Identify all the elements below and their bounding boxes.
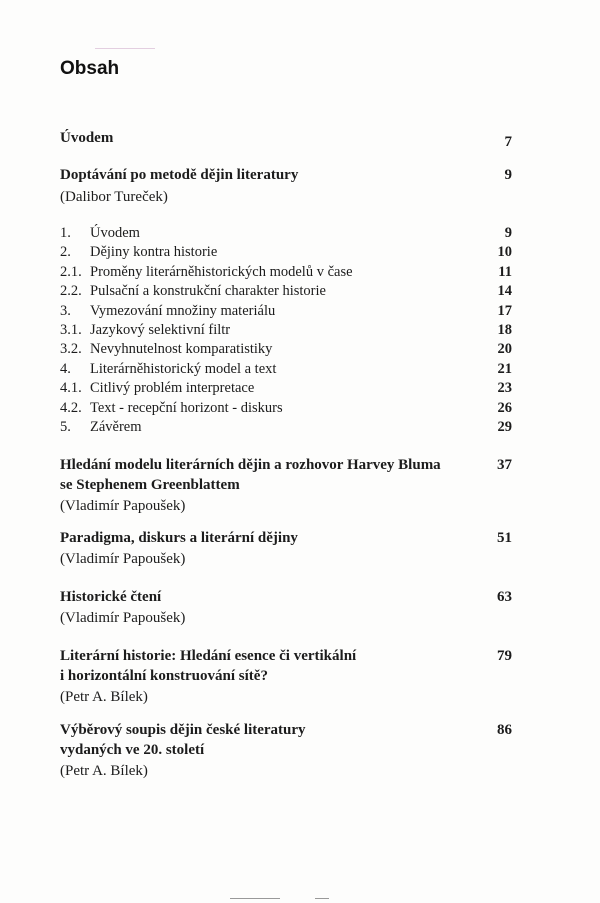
page-number: 79: [497, 648, 512, 664]
page-title: Obsah: [60, 58, 120, 79]
section-title: Jazykový selektivní filtr: [90, 322, 231, 339]
toc-entry: [60, 720, 512, 781]
entry-author: (Vladimír Papoušek): [60, 498, 186, 514]
section-row: [60, 360, 512, 379]
section-number: 3.1.: [60, 322, 82, 339]
entry-title-line: vydaných ve 20. století: [60, 742, 205, 758]
page-number: 14: [497, 283, 512, 300]
section-title: Pulsační a konstrukční charakter historie: [90, 283, 326, 300]
section-title: Proměny literárněhistorických modelů v čase: [90, 263, 353, 280]
page-number: 18: [497, 322, 512, 339]
page-number: 86: [497, 722, 512, 738]
page-number: 17: [497, 302, 512, 319]
page-number: 63: [497, 589, 512, 605]
section-row: [60, 379, 512, 398]
page-number: 11: [498, 263, 512, 280]
entry-author: (Vladimír Papoušek): [60, 551, 186, 567]
page-number: 26: [497, 399, 512, 416]
toc-entry: [60, 587, 512, 628]
section-row: [60, 243, 512, 262]
entry-author: (Petr A. Bílek): [60, 763, 148, 779]
toc-entry-chapter1: [60, 165, 512, 207]
section-title: Vymezování množiny materiálu: [90, 302, 276, 319]
section-title: Úvodem: [90, 225, 140, 241]
page-number: 29: [497, 419, 512, 436]
entry-title-line: Paradigma, diskurs a literární dějiny: [60, 530, 298, 546]
entry-author: (Petr A. Bílek): [60, 689, 148, 705]
section-number: 4.: [60, 360, 71, 377]
section-number: 4.2.: [60, 399, 82, 416]
section-row: [60, 263, 512, 282]
page-number: 37: [497, 457, 512, 473]
section-number: 5.: [60, 419, 71, 436]
section-list: [60, 224, 512, 437]
scan-mark: [315, 898, 329, 899]
page-number: 7: [504, 134, 512, 150]
entry-author: (Vladimír Papoušek): [60, 610, 186, 626]
toc-entry-intro: [60, 128, 512, 152]
entry-title: Úvodem: [60, 130, 114, 146]
entry-title-line: Hledání modelu literárních dějin a rozhovor Harvey Bluma: [60, 457, 441, 473]
page-number: 20: [497, 341, 512, 358]
section-row: [60, 399, 512, 418]
page-number: 23: [497, 380, 512, 397]
entry-title-line: Výběrový soupis dějin české literatury: [60, 722, 306, 738]
entry-title-line: i horizontální konstruování sítě?: [60, 668, 268, 684]
section-row: [60, 282, 512, 301]
section-title: Nevyhnutelnost komparatistiky: [90, 341, 273, 358]
section-number: 2.1.: [60, 263, 82, 280]
section-title: Dějiny kontra historie: [90, 244, 218, 261]
section-number: 3.2.: [60, 341, 82, 358]
entry-title-line: se Stephenem Greenblattem: [60, 477, 240, 493]
section-row: [60, 302, 512, 321]
page-number: 9: [504, 167, 512, 183]
section-title: Citlivý problém interpretace: [90, 380, 255, 397]
page-number: 10: [497, 244, 512, 261]
entry-title-line: Literární historie: Hledání esence či vertikální: [60, 648, 357, 664]
scan-mark: [95, 48, 155, 49]
page-number: 51: [497, 530, 512, 546]
scan-mark: [230, 898, 280, 899]
entry-author: (Dalibor Tureček): [60, 189, 168, 205]
page-number: 21: [497, 360, 512, 377]
section-number: 4.1.: [60, 380, 82, 397]
section-title: Text - recepční horizont - diskurs: [90, 399, 283, 416]
section-number: 2.: [60, 244, 71, 261]
entry-title: Doptávání po metodě dějin literatury: [60, 167, 299, 183]
toc-entry: [60, 646, 512, 707]
section-number: 1.: [60, 225, 71, 241]
section-row: [60, 321, 512, 340]
entry-title-line: Historické čtení: [60, 589, 162, 605]
section-number: 3.: [60, 302, 71, 319]
page-number: 9: [504, 225, 512, 241]
toc-entry: [60, 455, 512, 516]
section-title: Závěrem: [90, 419, 142, 436]
section-row: [60, 224, 512, 243]
section-row: [60, 418, 512, 437]
toc-entry: [60, 528, 512, 569]
section-row: [60, 340, 512, 359]
section-number: 2.2.: [60, 283, 82, 300]
section-title: Literárněhistorický model a text: [90, 360, 277, 377]
